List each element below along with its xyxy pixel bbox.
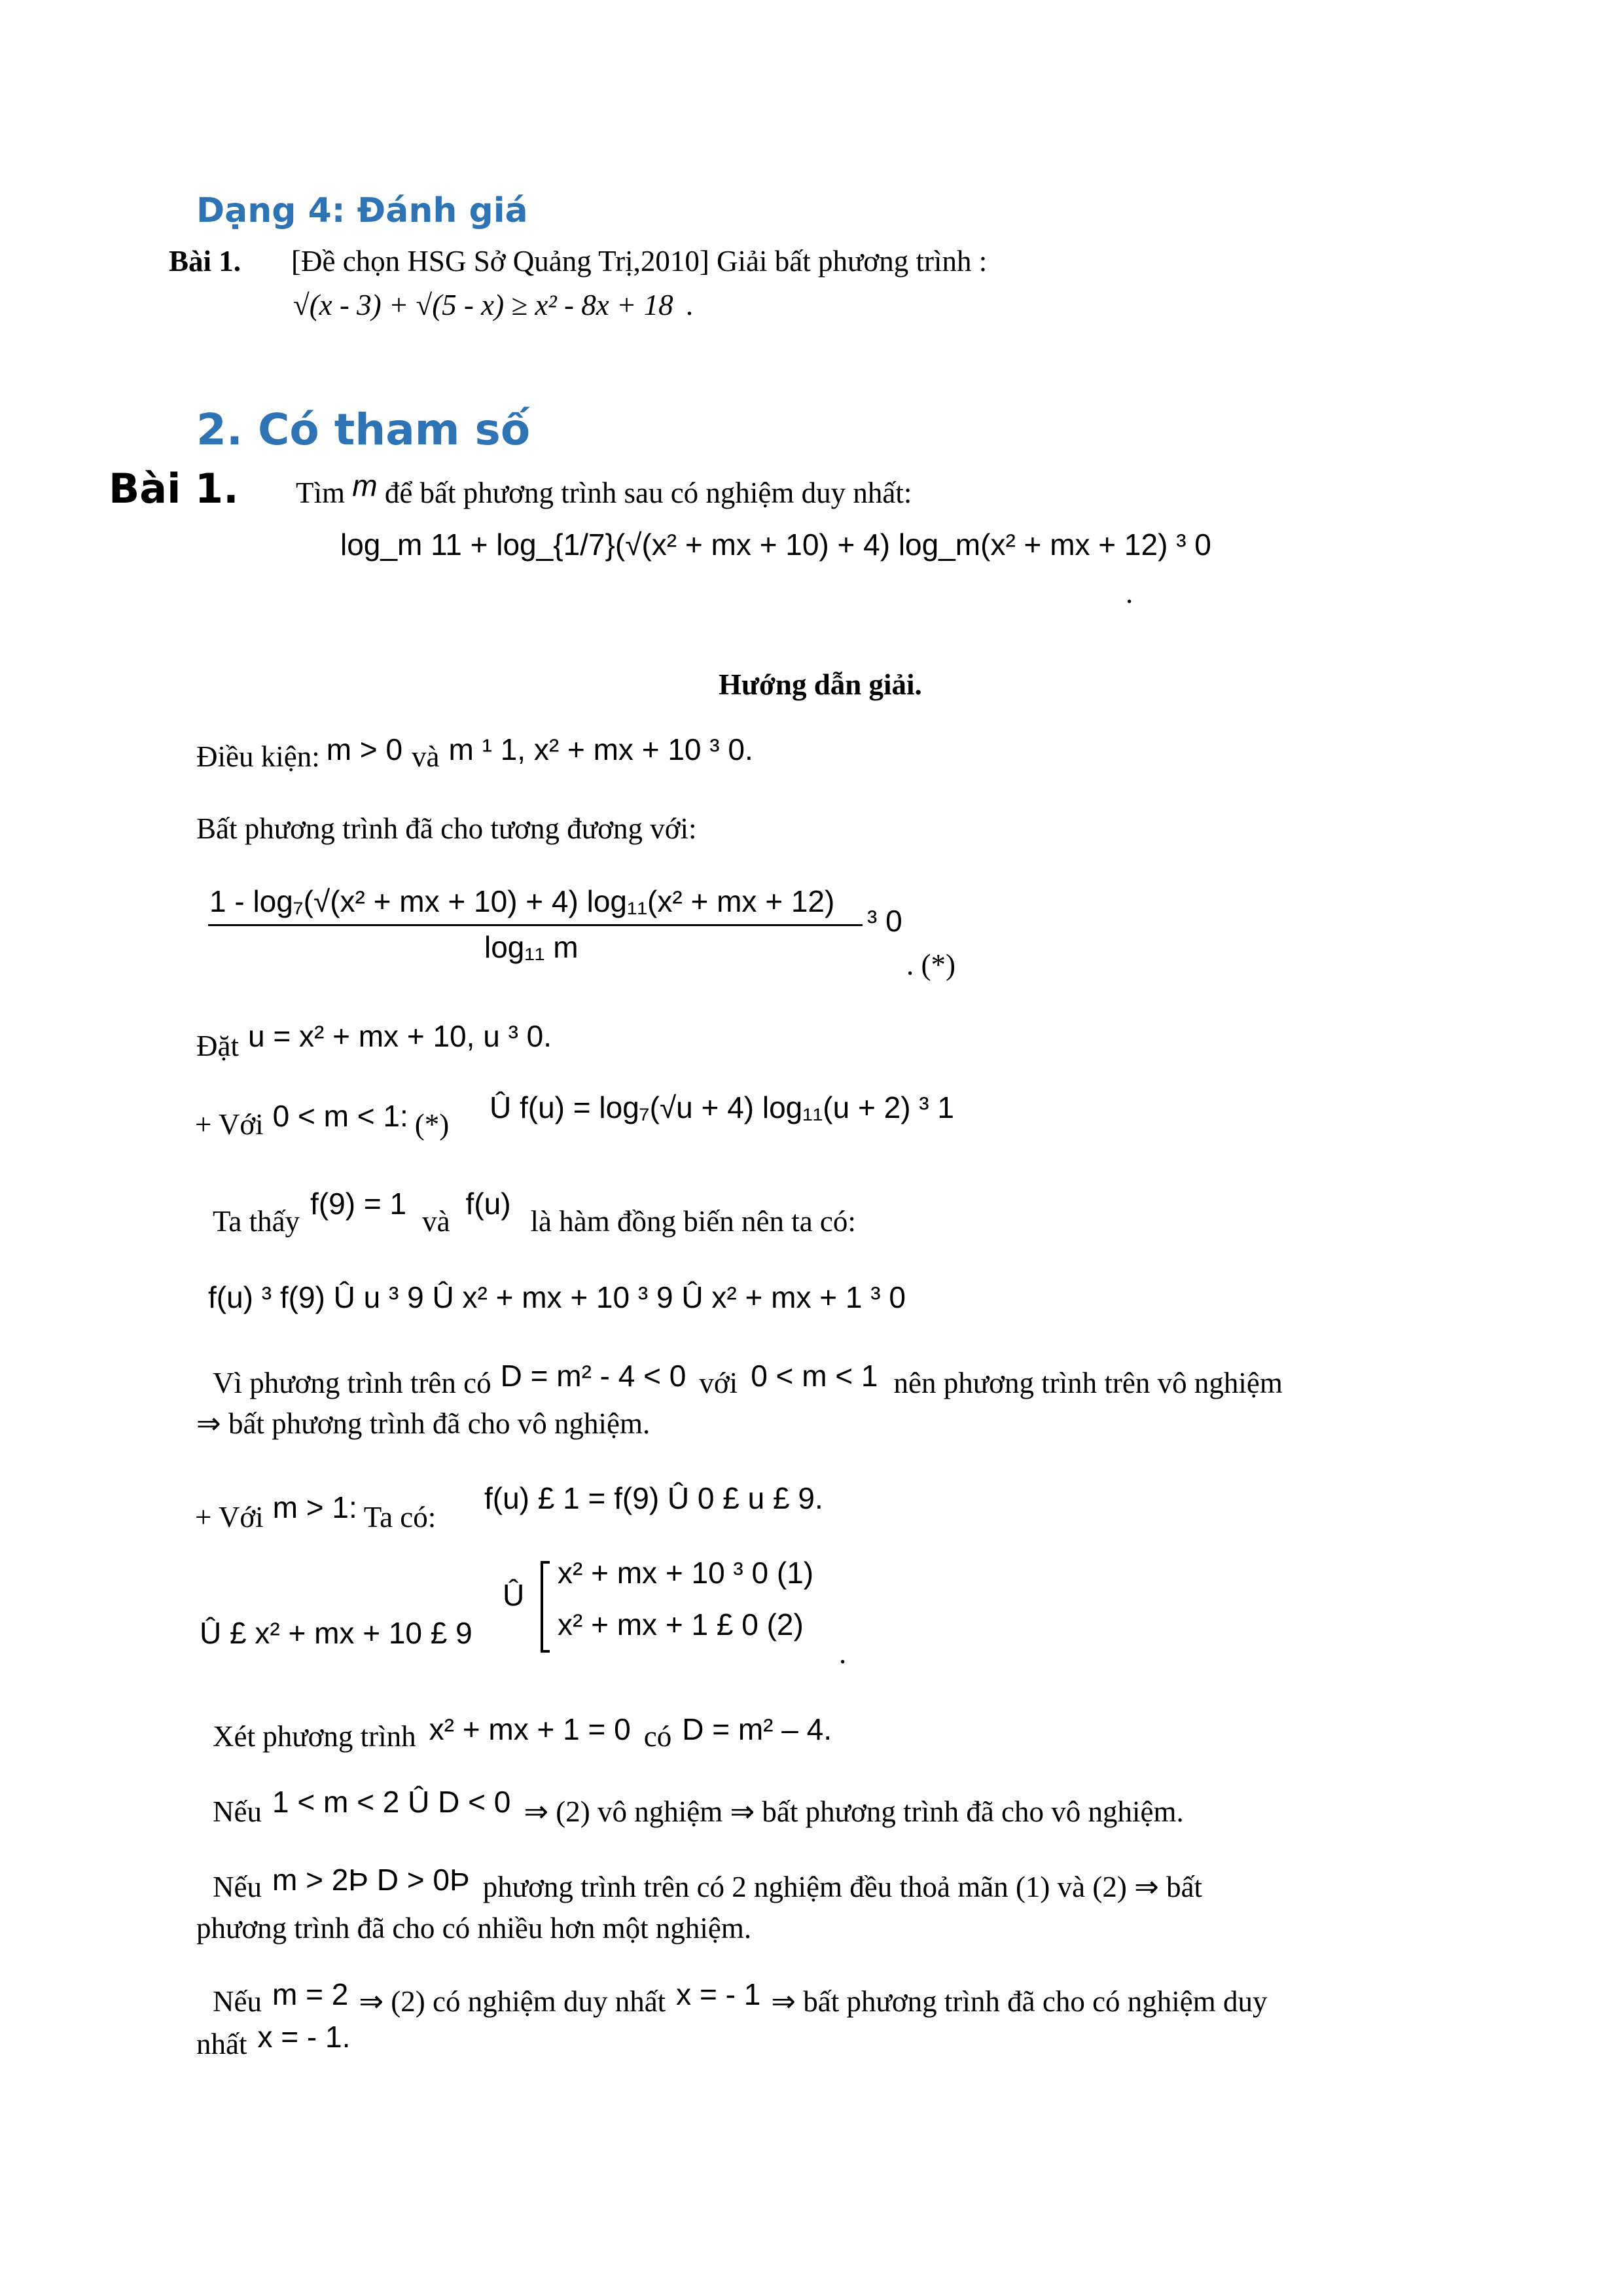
- vi-line: [213, 1359, 1283, 1400]
- dieu-kien-math1: m > 0: [326, 732, 403, 766]
- solution-title: Hướng dẫn giải.: [719, 668, 922, 701]
- xet-math2: D = m² – 4.: [682, 1712, 832, 1746]
- voi1-label: + Với: [195, 1108, 264, 1141]
- tuong-duong-line: Bất phương trình đã cho tương đương với:: [196, 812, 697, 845]
- system-brace: [541, 1561, 550, 1653]
- problem-pre: Tìm: [296, 476, 345, 509]
- xet-label: Xét phương trình: [213, 1720, 416, 1753]
- formula-text: √(x - 3) + √(5 - x) ≥ x² - 8x + 18: [293, 289, 673, 321]
- problem-text-2: [296, 469, 912, 510]
- vi-math1: D = m² - 4 < 0: [500, 1359, 687, 1393]
- dat-math: u = x² + mx + 10, u ³ 0.: [247, 1019, 552, 1053]
- neu3-math: m = 2: [272, 1977, 349, 2011]
- neu3-line: [213, 1977, 1268, 2018]
- dieu-kien-va: và: [412, 740, 440, 773]
- neu3-label: Nếu: [213, 1985, 262, 2018]
- xet-co: có: [643, 1720, 672, 1753]
- ta-thay-label: Ta thấy: [213, 1205, 300, 1238]
- formula-log-inequality: log_m 11 + log_{1/7}(√(x² + mx + 10) + 4) log_m(x² + mx + 12) ³ 0: [340, 528, 1211, 562]
- dat-label: Đặt: [196, 1030, 239, 1062]
- fraction-numerator: 1 - log₇(√(x² + mx + 10) + 4) log₁₁(x² + mx + 12): [209, 884, 835, 918]
- vi-label: Vì phương trình trên có: [213, 1367, 491, 1399]
- neu2-post: phương trình trên có 2 nghiệm đều thoả mãn (1) và (2) ⇒ bất: [482, 1871, 1203, 1903]
- neu3-math2: x = - 1: [676, 1977, 761, 2011]
- section-heading-danh-gia: Dạng 4: Đánh giá: [196, 191, 528, 230]
- xet-line: [213, 1712, 832, 1753]
- fraction-relation: ³ 0: [867, 904, 902, 938]
- ta-thay-line: [213, 1187, 856, 1238]
- ta-thay-post: là hàm đồng biến nên ta có:: [530, 1205, 856, 1238]
- problem-var: m: [352, 469, 378, 503]
- neu1-line: [213, 1785, 1184, 1829]
- neu3-mid: ⇒ (2) có nghiệm duy nhất: [359, 1985, 666, 2018]
- formula-inequality: [293, 288, 693, 322]
- vi-voi: với: [699, 1367, 738, 1399]
- formula-dot-2: .: [1126, 577, 1133, 609]
- system-sign: Û: [503, 1578, 525, 1612]
- bai-label-large: Bài 1.: [109, 465, 239, 512]
- problem-post: để bất phương trình sau có nghiệm duy nhất:: [384, 476, 912, 509]
- voi1-math: 0 < m < 1:: [272, 1099, 408, 1133]
- neu3-line2: [196, 2020, 351, 2061]
- formula-dot: .: [685, 289, 694, 321]
- voi1-tag: (*): [414, 1108, 450, 1141]
- neu3-math3: x = - 1.: [257, 2020, 351, 2054]
- neu3-line2-text: nhất: [196, 2028, 247, 2060]
- ta-thay-math1: f(9) = 1: [310, 1187, 407, 1221]
- vi-line2: ⇒ bất phương trình đã cho vô nghiệm.: [196, 1407, 651, 1440]
- ta-thay-va: và: [422, 1205, 450, 1238]
- neu2-line2: phương trình đã cho có nhiều hơn một nghiệm.: [196, 1912, 752, 1945]
- ta-thay-math2: f(u): [465, 1187, 511, 1221]
- xet-math: x² + mx + 1 = 0: [429, 1712, 631, 1746]
- neu1-label: Nếu: [213, 1795, 262, 1828]
- system-eq2: x² + mx + 1 £ 0 (2): [558, 1607, 804, 1641]
- voi1-line: [195, 1099, 450, 1141]
- neu1-post: ⇒ (2) vô nghiệm ⇒ bất phương trình đã cho vô nghiệm.: [524, 1795, 1184, 1828]
- neu3-post: ⇒ bất phương trình đã cho có nghiệm duy: [771, 1985, 1268, 2018]
- dieu-kien-math2: m ¹ 1, x² + mx + 10 ³ 0.: [448, 732, 753, 766]
- voi2-line: [195, 1490, 437, 1534]
- vi-post: nên phương trình trên vô nghiệm: [893, 1367, 1283, 1399]
- system-eq1: x² + mx + 10 ³ 0 (1): [558, 1556, 814, 1590]
- voi2-label: + Với: [195, 1501, 264, 1534]
- system-dot: .: [839, 1637, 847, 1670]
- voi2-math: m > 1:: [272, 1490, 357, 1524]
- system-left: Û £ x² + mx + 10 £ 9: [200, 1616, 473, 1650]
- neu1-math: 1 < m < 2 Û D < 0: [272, 1785, 511, 1819]
- fraction-denominator: log₁₁ m: [484, 930, 579, 964]
- dieu-kien-label: Điều kiện:: [196, 740, 320, 773]
- section-heading-co-tham-so: 2. Có tham số: [196, 404, 531, 455]
- voi1-equation: Û f(u) = log₇(√u + 4) log₁₁(u + 2) ³ 1: [490, 1090, 954, 1124]
- vi-math2: 0 < m < 1: [751, 1359, 878, 1393]
- voi2-taco: Ta có:: [363, 1501, 437, 1534]
- bai-label: Bài 1.: [169, 245, 241, 278]
- fraction-tag: . (*): [906, 948, 955, 981]
- dieu-kien-line: [196, 732, 753, 774]
- neu2-line: [213, 1863, 1203, 1904]
- chain-equivalence: f(u) ³ f(9) Û u ³ 9 Û x² + mx + 10 ³ 9 Û x² + mx + 1 ³ 0: [208, 1280, 906, 1314]
- dat-line: [196, 1019, 552, 1063]
- voi2-equation: f(u) £ 1 = f(9) Û 0 £ u £ 9.: [484, 1481, 823, 1515]
- neu2-label: Nếu: [213, 1871, 262, 1903]
- problem-text: [Đề chọn HSG Sở Quảng Trị,2010] Giải bất phương trình :: [291, 245, 988, 278]
- neu2-math: m > 2Þ D > 0Þ: [272, 1863, 470, 1897]
- fraction-bar: [208, 924, 863, 926]
